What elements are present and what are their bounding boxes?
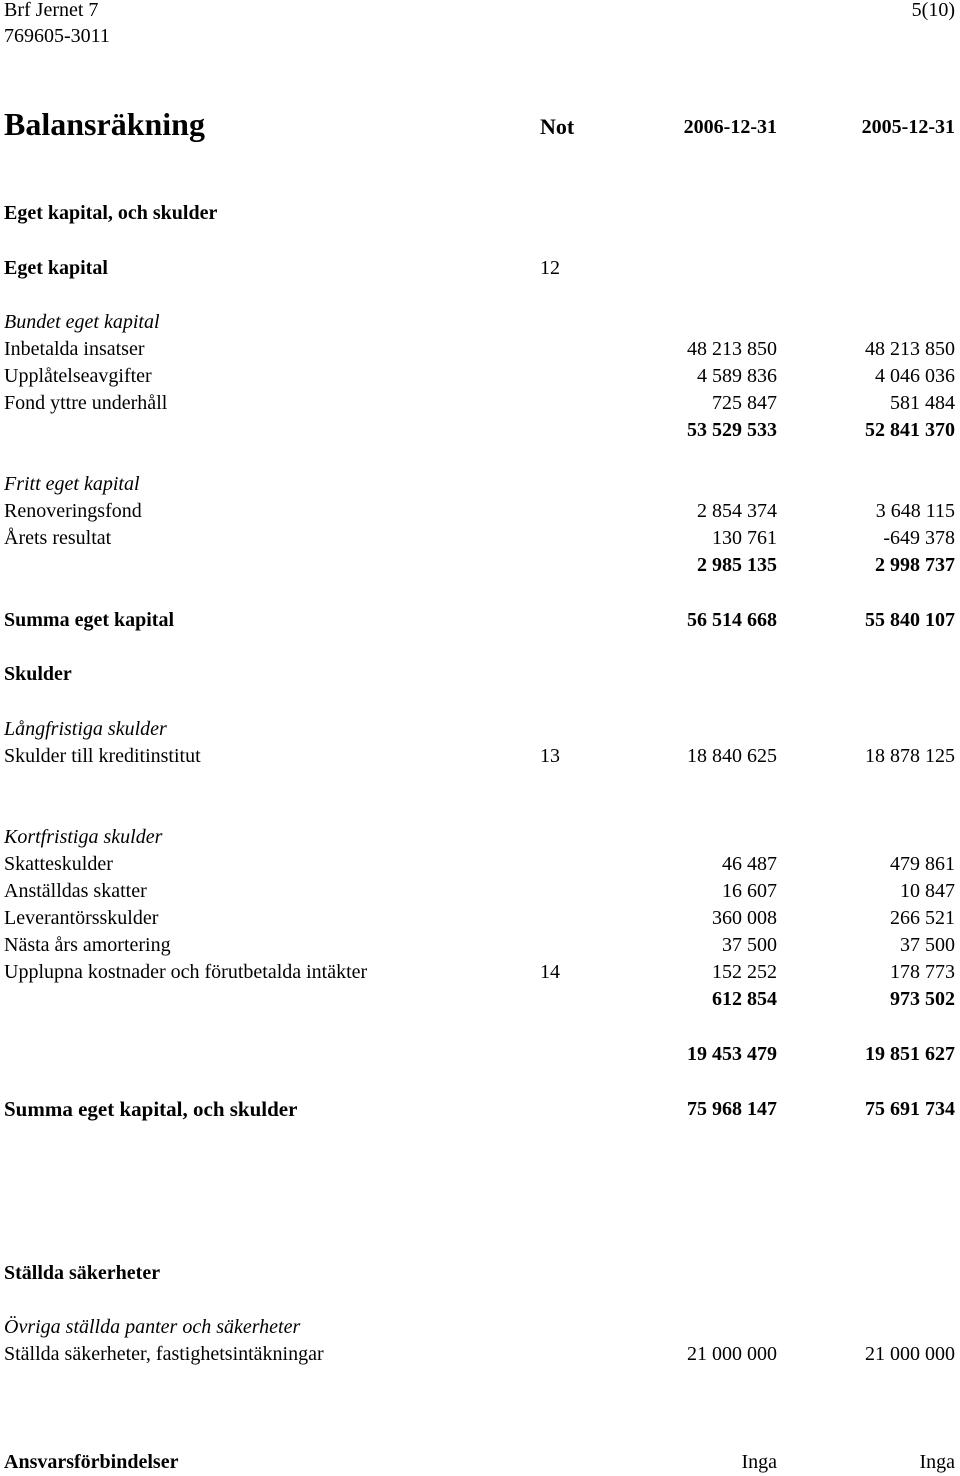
section-label: Långfristiga skulder: [4, 718, 167, 740]
row-note: 14: [540, 961, 560, 983]
row-value-2005: 48 213 850: [865, 338, 955, 360]
row-label: Leverantörsskulder: [4, 907, 159, 929]
row-label: Upplupna kostnader och förutbetalda intäkter: [4, 961, 368, 983]
row-value-2006: 18 840 625: [687, 745, 777, 767]
row-value-2005: 479 861: [890, 853, 955, 875]
row-value-2006: 46 487: [722, 853, 777, 875]
row-label: Ställda säkerheter: [4, 1262, 161, 1284]
subtotal-value-2006: 612 854: [712, 988, 777, 1010]
row-value-2005: 3 648 115: [875, 500, 955, 522]
section-label: Övriga ställda panter och säkerheter: [4, 1316, 301, 1338]
row-value-2006: 37 500: [722, 934, 777, 956]
subtotal-value-2006: 19 453 479: [687, 1043, 777, 1065]
row-value-2006: 725 847: [712, 392, 777, 414]
row-label: Eget kapital: [4, 257, 108, 279]
page-title: Balansräkning: [4, 106, 205, 142]
grand-total-value-2006: 75 968 147: [687, 1098, 777, 1120]
row-label: Skatteskulder: [4, 853, 113, 875]
row-value-2006: 130 761: [712, 527, 777, 549]
row-value-2005: 10 847: [900, 880, 955, 902]
organization-number: 769605-3011: [4, 25, 110, 47]
subtotal-value-2006: 2 985 135: [697, 554, 777, 576]
total-value-2005: 55 840 107: [865, 609, 955, 631]
row-value-2006: 152 252: [712, 961, 777, 983]
row-value-2005: Inga: [919, 1451, 955, 1473]
grand-total-label: Summa eget kapital, och skulder: [4, 1097, 298, 1121]
section-label: Fritt eget kapital: [4, 473, 140, 495]
grand-total-value-2005: 75 691 734: [865, 1098, 955, 1120]
year2-column-header: 2005-12-31: [861, 116, 955, 138]
row-label: Årets resultat: [4, 527, 112, 549]
row-label: Anställdas skatter: [4, 880, 147, 902]
row-label: Ställda säkerheter, fastighetsintäkningar: [4, 1343, 324, 1365]
row-value-2005: -649 378: [883, 527, 955, 549]
total-value-2006: 56 514 668: [687, 609, 777, 631]
row-value-2005: 4 046 036: [875, 365, 955, 387]
subtotal-value-2006: 53 529 533: [687, 419, 777, 441]
row-value-2005: 18 878 125: [865, 745, 955, 767]
row-label: Upplåtelseavgifter: [4, 365, 152, 387]
subtotal-value-2005: 52 841 370: [865, 419, 955, 441]
section-label: Bundet eget kapital: [4, 311, 160, 333]
row-label: Eget kapital, och skulder: [4, 202, 218, 224]
year1-column-header: 2006-12-31: [683, 116, 777, 138]
row-label: Nästa års amortering: [4, 934, 171, 956]
note-column-header: Not: [540, 114, 575, 139]
row-label: Fond yttre underhåll: [4, 392, 168, 414]
subtotal-value-2005: 2 998 737: [875, 554, 955, 576]
row-value-2006: Inga: [741, 1451, 777, 1473]
row-value-2006: 48 213 850: [687, 338, 777, 360]
row-value-2005: 21 000 000: [865, 1343, 955, 1365]
row-value-2006: 21 000 000: [687, 1343, 777, 1365]
row-value-2006: 16 607: [722, 880, 777, 902]
row-label: Skulder: [4, 663, 72, 685]
row-value-2005: 178 773: [890, 961, 955, 983]
row-value-2005: 37 500: [900, 934, 955, 956]
section-label: Kortfristiga skulder: [4, 826, 163, 848]
subtotal-value-2005: 19 851 627: [865, 1043, 955, 1065]
subtotal-value-2005: 973 502: [890, 988, 955, 1010]
organization-name: Brf Jernet 7: [4, 0, 99, 21]
row-value-2005: 266 521: [890, 907, 955, 929]
row-label: Skulder till kreditinstitut: [4, 745, 201, 767]
row-label: Inbetalda insatser: [4, 338, 145, 360]
row-note: 13: [540, 745, 560, 767]
row-value-2006: 2 854 374: [697, 500, 777, 522]
row-value-2006: 360 008: [712, 907, 777, 929]
row-note: 12: [540, 257, 560, 279]
row-label: Ansvarsförbindelser: [4, 1451, 179, 1473]
page-number: 5(10): [911, 0, 955, 21]
row-label: Renoveringsfond: [4, 500, 142, 522]
row-value-2006: 4 589 836: [697, 365, 777, 387]
total-label: Summa eget kapital: [4, 609, 174, 631]
row-value-2005: 581 484: [890, 392, 955, 414]
